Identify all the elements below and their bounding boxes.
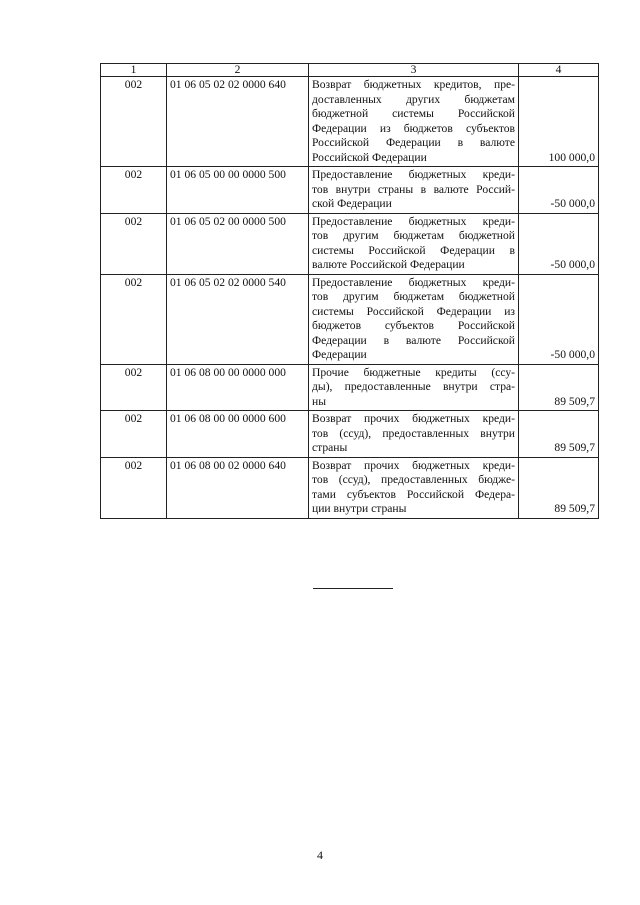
description-line: тами субъектов Российской Федера-: [312, 487, 515, 501]
header-cell-4: 4: [519, 64, 599, 77]
description-line: страны: [312, 441, 348, 454]
description-line: тов другим бюджетам бюджетной: [312, 290, 515, 303]
description-line: Федерации: [312, 348, 367, 361]
header-cell-3: 3: [309, 64, 519, 77]
description-line: Предоставление бюджетных креди-: [312, 214, 515, 228]
description-line: ды), предоставленные внутри стра-: [312, 380, 515, 393]
admin-code-cell: 002: [101, 213, 167, 274]
table-row: [101, 213, 599, 274]
admin-code-cell: 002: [101, 364, 167, 411]
header-cell-1: 1: [101, 64, 167, 77]
table-row: [101, 77, 599, 167]
description-line: Российской Федерации: [312, 150, 427, 164]
description-cell: [309, 411, 519, 458]
description-line: Российской Федерации в валюте: [312, 136, 515, 149]
classification-code-cell: 01 06 05 02 02 0000 540: [167, 274, 309, 364]
table-row: [101, 411, 599, 458]
description-line: Возврат прочих бюджетных креди-: [312, 458, 515, 472]
description-line: доставленных других бюджетам: [312, 92, 515, 106]
description-line: бюджетной системы Российской: [312, 107, 515, 120]
table-row: [101, 364, 599, 411]
description-cell: [309, 213, 519, 274]
description-line: ны: [312, 394, 326, 408]
description-line: Федерации из бюджетов субъектов: [312, 121, 515, 135]
admin-code-cell: 002: [101, 167, 167, 214]
description-line: тов (ссуд), предоставленных внутри: [312, 426, 515, 440]
admin-code-cell: 002: [101, 457, 167, 518]
description-cell: [309, 167, 519, 214]
table-header-row: [101, 64, 599, 77]
description-cell: [309, 274, 519, 364]
admin-code-cell: 002: [101, 411, 167, 458]
admin-code-cell: 002: [101, 274, 167, 364]
description-line: системы Российской Федерации из: [312, 304, 515, 318]
description-line: Предоставление бюджетных креди-: [312, 168, 515, 181]
admin-code-cell: 002: [101, 77, 167, 167]
description-cell: [309, 364, 519, 411]
description-line: ской Федерации: [312, 197, 392, 210]
description-line: Возврат бюджетных кредитов, пре-: [312, 78, 515, 91]
description-line: Федерации в валюте Российской: [312, 333, 515, 347]
amount-cell: -50 000,0: [519, 213, 599, 274]
description-cell: [309, 457, 519, 518]
description-line: тов внутри страны в валюте Россий-: [312, 182, 515, 196]
classification-code-cell: 01 06 05 02 02 0000 640: [167, 77, 309, 167]
budget-table: [100, 63, 599, 519]
classification-code-cell: 01 06 05 02 00 0000 500: [167, 213, 309, 274]
description-line: бюджетов субъектов Российской: [312, 319, 515, 332]
description-line: ции внутри страны: [312, 502, 407, 515]
description-line: валюте Российской Федерации: [312, 258, 465, 271]
classification-code-cell: 01 06 08 00 00 0000 000: [167, 364, 309, 411]
table-row: [101, 457, 599, 518]
amount-cell: 89 509,7: [519, 457, 599, 518]
description-line: тов (ссуд), предоставленных бюдже-: [312, 473, 515, 486]
amount-cell: -50 000,0: [519, 274, 599, 364]
classification-code-cell: 01 06 08 00 00 0000 600: [167, 411, 309, 458]
description-line: тов другим бюджетам бюджетной: [312, 229, 515, 242]
header-cell-2: 2: [167, 64, 309, 77]
classification-code-cell: 01 06 05 00 00 0000 500: [167, 167, 309, 214]
description-line: Предоставление бюджетных креди-: [312, 275, 515, 289]
amount-cell: 89 509,7: [519, 411, 599, 458]
description-cell: [309, 77, 519, 167]
amount-cell: 100 000,0: [519, 77, 599, 167]
page-number: 4: [317, 848, 323, 862]
table-row: [101, 167, 599, 214]
classification-code-cell: 01 06 08 00 02 0000 640: [167, 457, 309, 518]
amount-cell: 89 509,7: [519, 364, 599, 411]
description-line: Возврат прочих бюджетных креди-: [312, 412, 515, 425]
description-line: системы Российской Федерации в: [312, 243, 515, 257]
table-row: [101, 274, 599, 364]
description-line: Прочие бюджетные кредиты (ссу-: [312, 365, 515, 379]
separator-line: [313, 588, 393, 589]
amount-cell: -50 000,0: [519, 167, 599, 214]
